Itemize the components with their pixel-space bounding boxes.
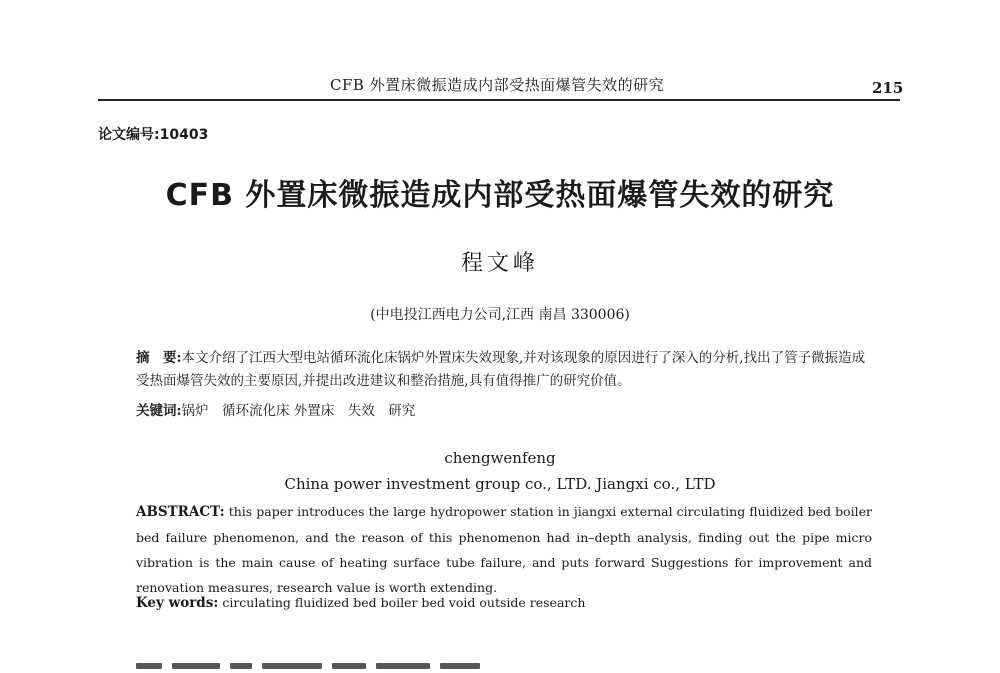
affiliation-en: China power investment group co., LTD. Jiangxi co., LTD [284,475,716,493]
paper-title: CFB 外置床微振造成内部受热面爆管失效的研究 [165,178,835,213]
header-rule [98,99,900,101]
keywords-en-label: Key words: [136,595,219,611]
paper-id: 论文编号:10403 [98,127,209,143]
abstract-cn-text: 本文介绍了江西大型电站循环流化床锅炉外置床失效现象,并对该现象的原因进行了深入的分析,找出了管子微振造成受热面爆管失效的主要原因,并提出改进建议和整治措施,具有值得推广的研究价值。 [136,350,866,389]
cut-off-text-line [136,663,516,673]
keywords-en [136,595,585,611]
abstract-en-text: this paper introduces the large hydropower station in jiangxi external circulating fluidized bed boiler bed failure phenomenon, and the reason of this phenomenon had in–depth analysis, finding out the pipe micro vibration is the main cause of heating surface tube failure, and puts forward Suggestions for improvement and renovation measures, research value is worth extending. [136,504,872,595]
keywords-cn [136,399,415,419]
abstract-en-label: ABSTRACT: [136,504,225,520]
abstract-en [136,499,872,600]
author-name-cn: 程文峰 [460,251,539,276]
keywords-cn-text: 锅炉 循环流化床 外置床 失效 研究 [181,403,416,419]
running-head-title: CFB 外置床微振造成内部受热面爆管失效的研究 [330,76,665,94]
abstract-cn [136,347,872,393]
keywords-cn-label: 关键词: [136,403,182,419]
page-number: 215 [872,79,904,97]
author-name-en: chengwenfeng [444,449,556,467]
keywords-en-text: circulating fluidized bed boiler bed void outside research [222,595,586,610]
affiliation-cn: (中电投江西电力公司,江西 南昌 330006) [370,307,630,323]
abstract-cn-label: 摘 要: [136,350,182,366]
